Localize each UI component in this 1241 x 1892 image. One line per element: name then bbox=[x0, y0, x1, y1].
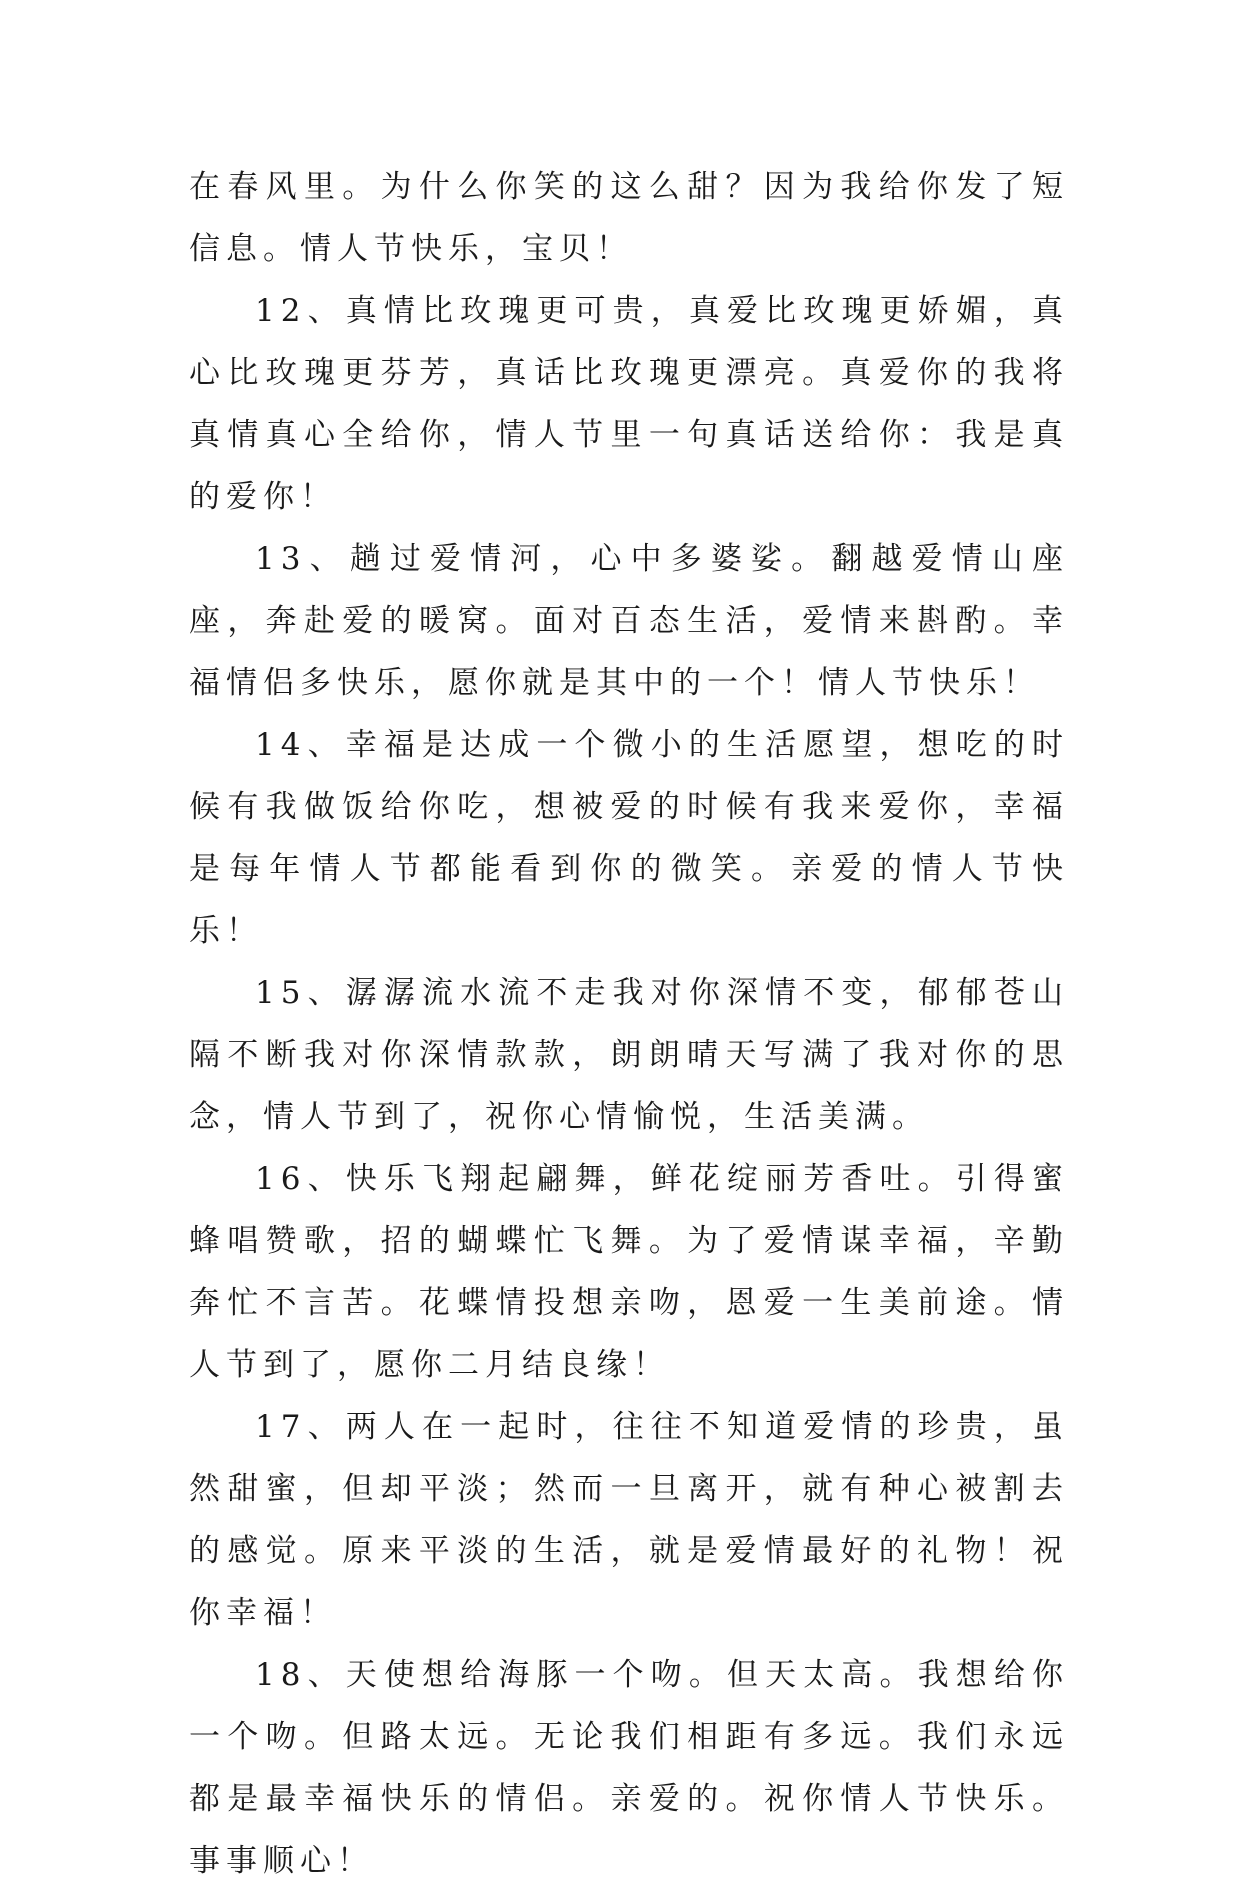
paragraph-15: 15、潺潺流水流不走我对你深情不变，郁郁苍山隔不断我对你深情款款，朗朗晴天写满了我对你的思念，情人节到了，祝你心情愉悦，生活美满。 bbox=[189, 975, 1069, 1135]
paragraph-18: 18、天使想给海豚一个吻。但天太高。我想给你一个吻。但路太远。无论我们相距有多远。我们永远都是最幸福快乐的情侣。亲爱的。祝你情人节快乐。事事顺心！ bbox=[189, 1657, 1069, 1879]
paragraph-14: 14、幸福是达成一个微小的生活愿望，想吃的时候有我做饭给你吃，想被爱的时候有我来爱你，幸福是每年情人节都能看到你的微笑。亲爱的情人节快乐！ bbox=[189, 727, 1069, 949]
paragraph-17: 17、两人在一起时，往往不知道爱情的珍贵，虽然甜蜜，但却平淡；然而一旦离开，就有种心被割去的感觉。原来平淡的生活，就是爱情最好的礼物！祝你幸福！ bbox=[189, 1409, 1069, 1631]
paragraph-continuation: 在春风里。为什么你笑的这么甜？因为我给你发了短信息。情人节快乐，宝贝！ bbox=[189, 169, 1069, 267]
paragraph-16: 16、快乐飞翔起翩舞，鲜花绽丽芳香吐。引得蜜蜂唱赞歌，招的蝴蝶忙飞舞。为了爱情谋幸福，辛勤奔忙不言苦。花蝶情投想亲吻，恩爱一生美前途。情人节到了，愿你二月结良缘！ bbox=[189, 1161, 1069, 1383]
paragraph-13: 13、趟过爱情河，心中多婆娑。翻越爱情山座座，奔赴爱的暖窝。面对百态生活，爱情来斟酌。幸福情侣多快乐，愿你就是其中的一个！情人节快乐！ bbox=[189, 541, 1069, 701]
document-body bbox=[189, 156, 1069, 1892]
paragraph-12: 12、真情比玫瑰更可贵，真爱比玫瑰更娇媚，真心比玫瑰更芬芳，真话比玫瑰更漂亮。真爱你的我将真情真心全给你，情人节里一句真话送给你：我是真的爱你！ bbox=[189, 293, 1069, 515]
